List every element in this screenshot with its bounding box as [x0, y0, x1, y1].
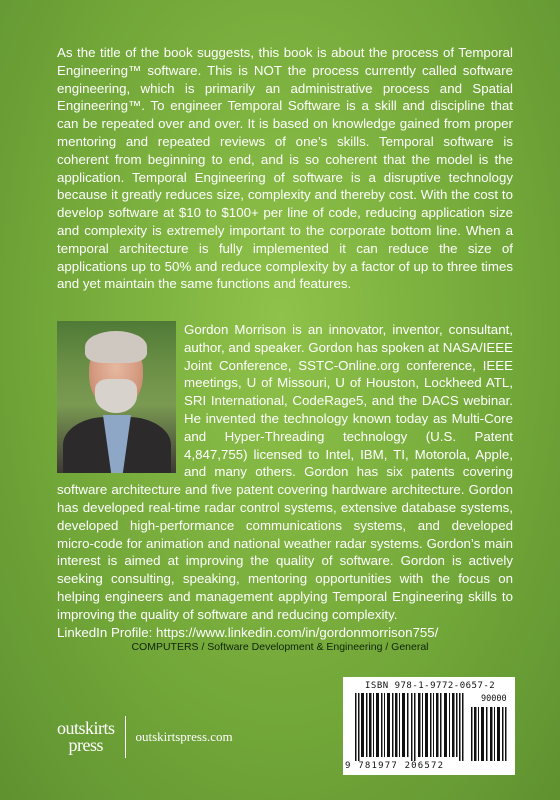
publisher-divider [125, 716, 126, 758]
logo-line-2: press [68, 735, 103, 755]
photo-beard [95, 379, 137, 413]
linkedin-profile[interactable]: LinkedIn Profile: https://www.linkedin.com/in/gordonmorrison755/ [57, 624, 439, 640]
book-category: COMPUTERS / Software Development & Engineering / General [131, 641, 429, 653]
barcode-number: 9 781977 206572 [345, 761, 445, 771]
publisher-logo [57, 720, 115, 754]
photo-hair [85, 331, 147, 363]
logo-line-1: outskirts [57, 718, 115, 738]
barcode-bars [351, 693, 511, 763]
price-code: 90000 [481, 694, 507, 704]
isbn-label: ISBN 978-1-9772-0657-2 [365, 681, 496, 691]
publisher-block [57, 713, 233, 761]
author-bio: Gordon Morrison is an innovator, inventor, consultant, author, and speaker. Gordon has spoken at NASA/IEEE Joint Conference, SSTC-Online.org conference, IEEE meetings, U of Missouri, U of Houston, Lockheed ATL, SRI International, CodeRage5, and the DACS webinar. He invented the technology known today as Multi-Core and Hyper-Threading technology (U.S. Patent 4,847,755) licensed to Intel, IBM, TI, Motorola, Apple, and many others. Gordon has six patents covering software architecture and five patent covering hardware architecture. Gordon has developed real-time radar control systems, extensive database systems, developed high-performance communications systems, and developed micro-code for animation and national weather radar systems. Gordon’s main interest is aimed at improving the quality of software. Gordon is actively seeking consulting, speaking, mentoring opportunities with the focus on helping engineers and management applying Temporal Engineering skills to improving the quality of software and reducing complexity. [57, 322, 513, 622]
book-description: As the title of the book suggests, this book is about the process of Temporal Engineering™ software. This is NOT the process currently called software engineering, which is primarily an administrative process and Spatial Engineering™. To engineer Temporal Software is a skill and discipline that can be repeated over and over. It is based on knowledge gained from proper mentoring and repeated reviews of one’s skills. Temporal software is coherent from beginning to end, and is so coherent that the model is the application. Temporal Engineering of software is a disruptive technology because it greatly reduces size, complexity and thereby cost. With the cost to develop software at $10 to $100+ per line of code, reducing application size and complexity is extremely important to the corporate bottom line. When a temporal architecture is fully implemented it can reduce the size of applications up to 50% and reduce complexity by a factor of up to three times and yet maintain the same functions and features. [57, 45, 513, 292]
isbn-barcode [343, 677, 515, 775]
author-photo [57, 321, 176, 473]
publisher-url[interactable]: outskirtspress.com [135, 729, 233, 744]
author-section [57, 321, 513, 641]
